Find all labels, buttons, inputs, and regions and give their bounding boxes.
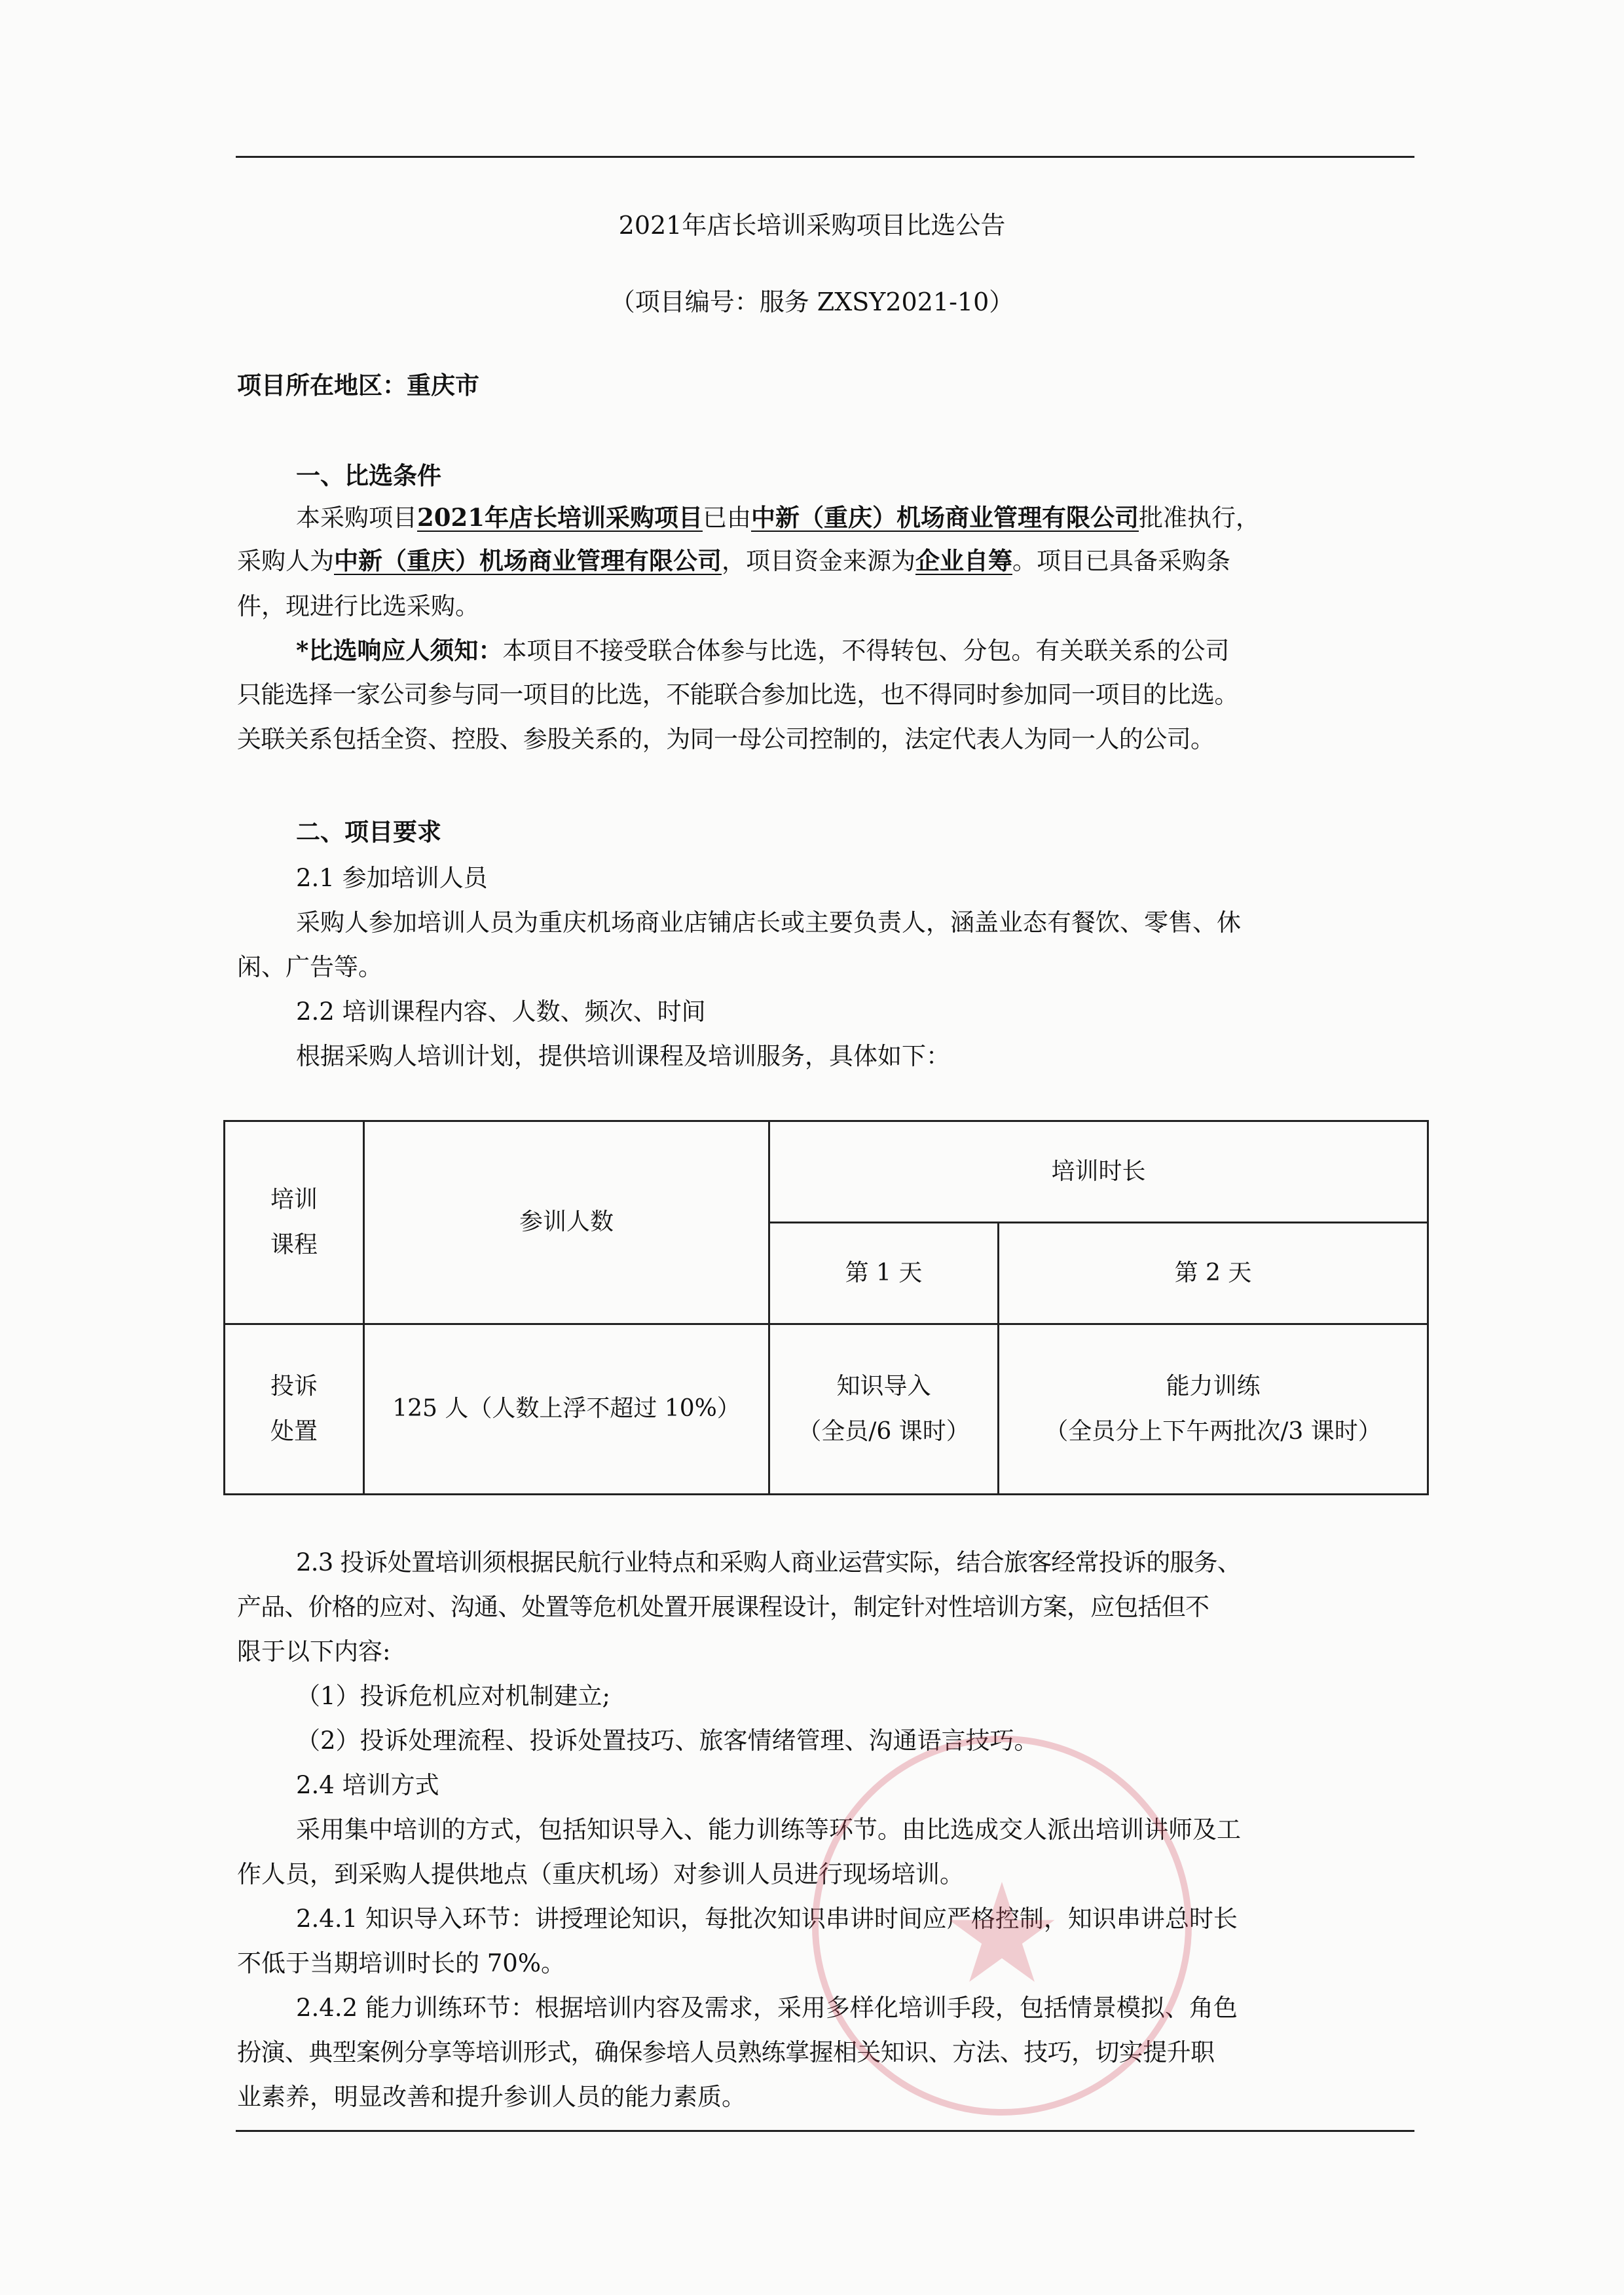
subsection-2-3-line-3: 限于以下内容: (237, 1637, 391, 1666)
section-1-paragraph-line-2 (237, 541, 1230, 576)
subsection-2-4-line-1: 采用集中培训的方式，包括知识导入、能力训练等环节。由比选成交人派出培训讲师及工 (296, 1816, 1241, 1844)
course-header-line-1: 培训 (270, 1186, 318, 1214)
people-cell: 125 人（人数上浮不超过 10%） (364, 1324, 769, 1495)
bidder-notice-line-2: 只能选择一家公司参与同一项目的比选，不能联合参加比选，也不得同时参加同一项目的比选。 (237, 681, 1238, 709)
subsection-2-3-line-1: 2.3 投诉处置培训须根据民航行业特点和采购人商业运营实际，结合旅客经常投诉的服务、 (296, 1548, 1242, 1577)
subsection-2-1-line-1: 采购人参加培训人员为重庆机场商业店铺店长或主要负责人，涵盖业态有餐饮、零售、休 (296, 908, 1241, 937)
subsection-2-1-line-2: 闲、广告等。 (237, 953, 382, 981)
project-region: 项目所在地区：重庆市 (237, 371, 479, 400)
footer-rule (236, 2130, 1414, 2132)
subsection-2-3-item-1: （1）投诉危机应对机制建立; (296, 1682, 611, 1710)
bidder-notice-label: *比选响应人须知： (296, 636, 503, 665)
text-span: 本采购项目 (296, 504, 417, 532)
subsection-2-1-heading: 2.1 参加培训人员 (296, 864, 488, 892)
subsection-2-4-heading: 2.4 培训方式 (296, 1771, 439, 1799)
subsection-2-3-line-2: 产品、价格的应对、沟通、处置等危机处置开展课程设计，制定针对性培训方案，应包括但不 (237, 1593, 1209, 1621)
course-header-line-2: 课程 (270, 1231, 318, 1258)
day-1-cell (769, 1324, 999, 1495)
day-2-line-2: （全员分上下午两批次/3 课时） (1044, 1417, 1382, 1445)
text-span: ，项目资金来源为 (722, 547, 915, 575)
text-span: 已由 (702, 504, 751, 532)
project-number: （项目编号：服务 ZXSY2021-10） (610, 288, 1014, 316)
subsection-2-4-1-line-1: 2.4.1 知识导入环节：讲授理论知识，每批次知识串讲时间应严格控制，知识串讲总时长 (296, 1905, 1238, 1933)
duration-header-cell: 培训时长 (769, 1121, 1428, 1223)
subsection-2-3-item-2: （2）投诉处理流程、投诉处置技巧、旅客情绪管理、沟通语言技巧。 (296, 1726, 1039, 1755)
text-span: 。项目已具备采购条 (1012, 547, 1230, 575)
course-line-1: 投诉 (270, 1373, 318, 1400)
project-name-underlined: 2021年店长培训采购项目 (417, 503, 703, 532)
course-cell (225, 1324, 364, 1495)
text-span: 本项目不接受联合体参与比选，不得转包、分包。有关联关系的公司 (502, 637, 1230, 665)
subsection-2-4-1-line-2: 不低于当期培训时长的 70%。 (237, 1949, 565, 1977)
subsection-2-4-2-line-3: 业素养，明显改善和提升参训人员的能力素质。 (237, 2083, 746, 2111)
course-line-2: 处置 (270, 1417, 318, 1445)
day-1-line-1: 知识导入 (836, 1373, 931, 1400)
day-2-cell (999, 1324, 1428, 1495)
section-1-heading: 一、比选条件 (296, 461, 441, 490)
subsection-2-4-2-line-1: 2.4.2 能力训练环节：根据培训内容及需求，采用多样化培训手段，包括情景模拟、角色 (296, 1994, 1238, 2022)
text-span: 采购人为 (237, 547, 334, 575)
seal-star-icon: ★ (940, 1854, 1064, 2014)
company-seal (812, 1736, 1192, 2116)
section-2-heading: 二、项目要求 (296, 817, 441, 846)
text-span: 批准执行， (1138, 504, 1260, 532)
fund-source-underlined: 企业自筹 (915, 546, 1012, 575)
purchaser-company-underlined: 中新（重庆）机场商业管理有限公司 (334, 546, 722, 575)
day-1-line-2: （全员/6 课时） (798, 1417, 970, 1445)
document-title: 2021年店长培训采购项目比选公告 (618, 211, 1006, 240)
subsection-2-2-line-1: 根据采购人培训计划，提供培训课程及培训服务，具体如下： (296, 1042, 950, 1070)
day-1-header-cell: 第 1 天 (769, 1223, 999, 1324)
subsection-2-4-line-2: 作人员，到采购人提供地点（重庆机场）对参训人员进行现场培训。 (237, 1860, 964, 1888)
header-rule (236, 156, 1414, 158)
day-2-line-1: 能力训练 (1166, 1373, 1261, 1400)
people-header-cell: 参训人数 (364, 1121, 769, 1324)
subsection-2-2-heading: 2.2 培训课程内容、人数、频次、时间 (296, 998, 706, 1026)
section-1-paragraph-line-1 (296, 498, 1260, 533)
day-2-header-cell: 第 2 天 (999, 1223, 1428, 1324)
course-header-cell (225, 1121, 364, 1324)
section-1-paragraph-line-3: 件，现进行比选采购。 (237, 592, 479, 620)
training-table (223, 1120, 1429, 1495)
subsection-2-4-2-line-2: 扮演、典型案例分享等培训形式，确保参培人员熟练掌握相关知识、方法、技巧，切实提升职 (237, 2038, 1215, 2066)
approver-company-underlined: 中新（重庆）机场商业管理有限公司 (750, 503, 1139, 532)
bidder-notice-line-1 (296, 631, 1229, 666)
bidder-notice-line-3: 关联关系包括全资、控股、参股关系的，为同一母公司控制的，法定代表人为同一人的公司。 (237, 725, 1215, 753)
